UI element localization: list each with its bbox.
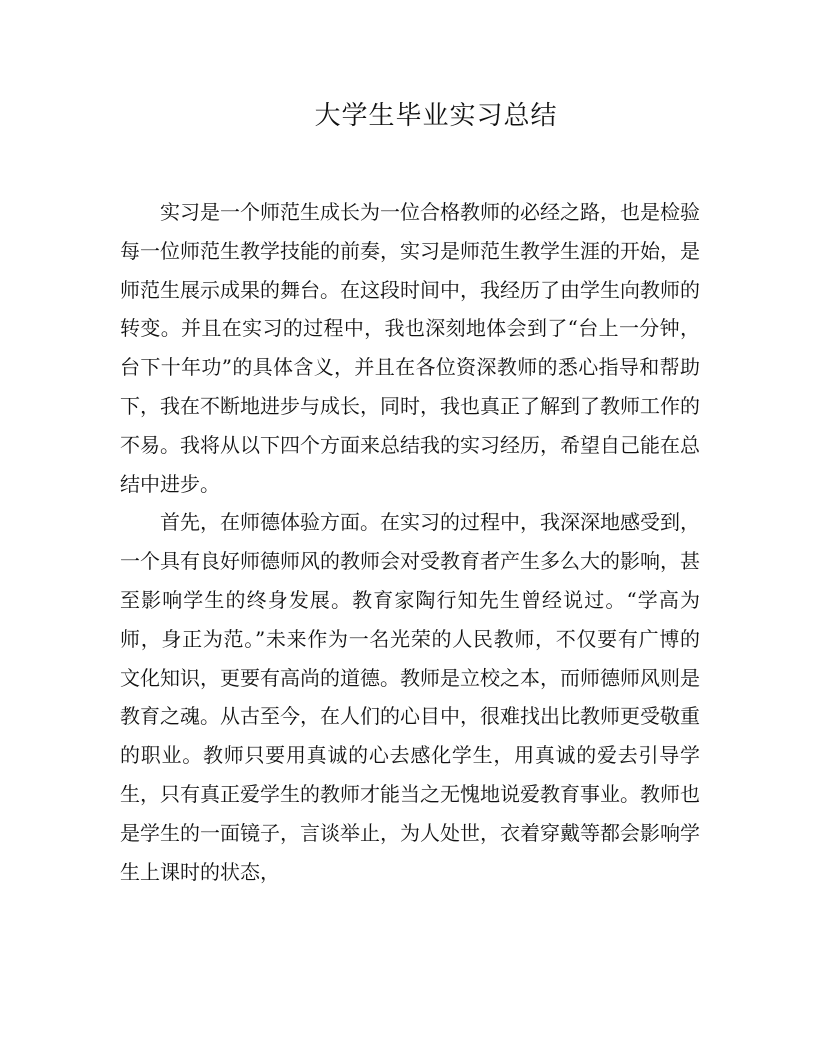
document-title: 大学生毕业实习总结 <box>314 101 558 131</box>
document-body <box>120 193 700 891</box>
paragraph-introduction: 实习是一个师范生成长为一位合格教师的必经之路，也是检验每一位师范生教学技能的前奏，实习是师范生教学生涯的开始，是师范生展示成果的舞台。在这段时间中，我经历了由学生向教师的转变。并且在实习的过程中，我也深刻地体会到了“台上一分钟，台下十年功”的具体含义，并且在各位资深教师的悉心指导和帮助下，我在不断地进步与成长，同时，我也真正了解到了教师工作的不易。我将从以下四个方面来总结我的实习经历，希望自己能在总结中进步。 <box>120 200 700 496</box>
paragraph-teacher-ethics: 首先，在师德体验方面。在实习的过程中，我深深地感受到，一个具有良好师德师风的教师会对受教育者产生多么大的影响，甚至影响学生的终身发展。教育家陶行知先生曾经说过。“学高为师，身正为范。”未来作为一名光荣的人民教师，不仅要有广博的文化知识，更要有高尚的道德。教师是立校之本，而师德师风则是教育之魂。从古至今，在人们的心目中，很难找出比教师更受敬重的职业。教师只要用真诚的心去感化学生，用真诚的爱去引导学生，只有真正爱学生的教师才能当之无愧地说爱教育事业。教师也是学生的一面镜子，言谈举止，为人处世，衣着穿戴等都会影响学生上课时的状态， <box>120 510 700 884</box>
